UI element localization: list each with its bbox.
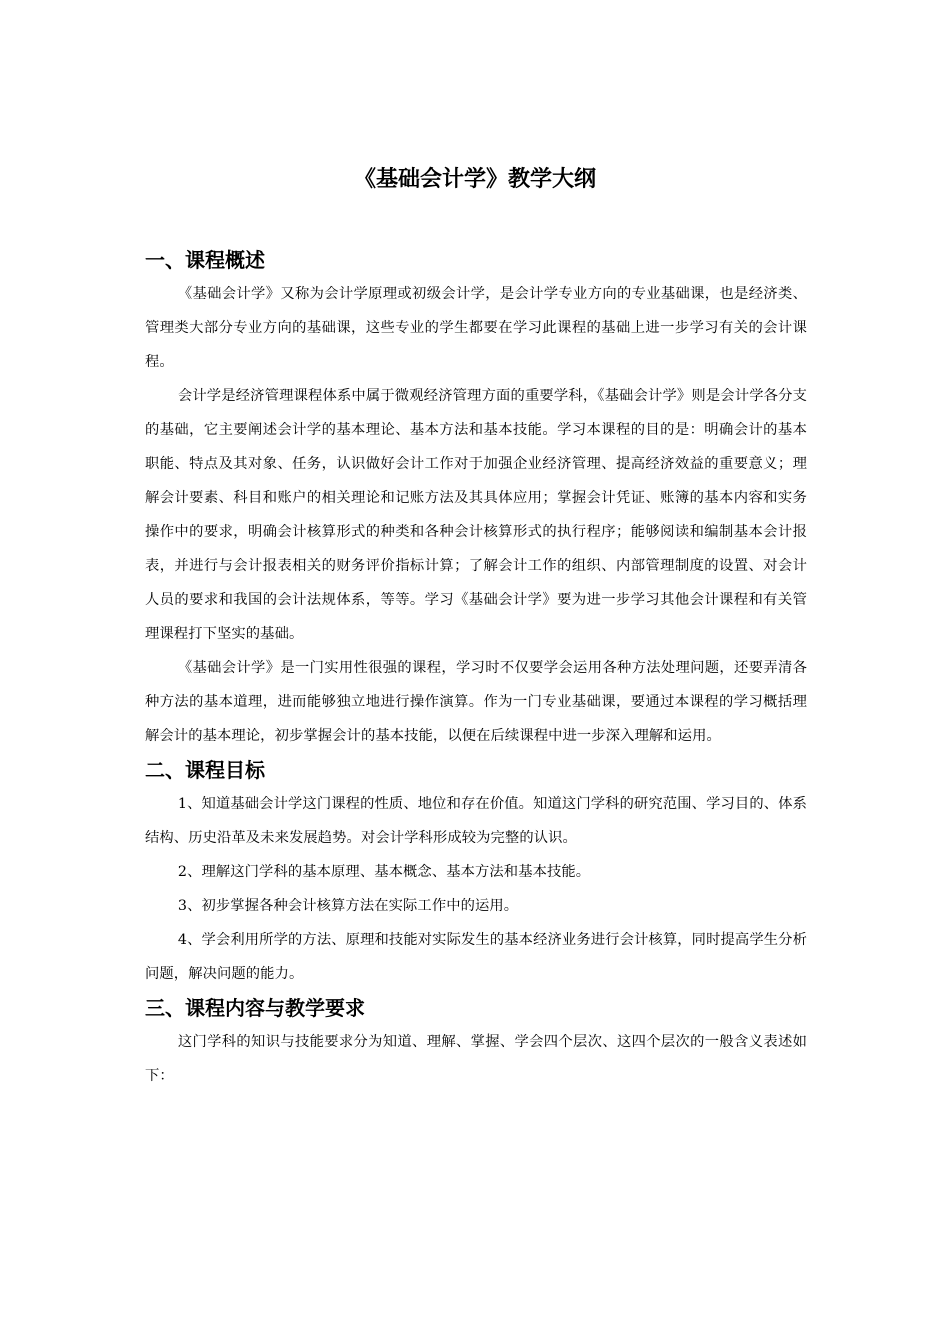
list-item: 3、初步掌握各种会计核算方法在实际工作中的运用。 <box>177 898 519 914</box>
paragraph: 《基础会计学》是一门实用性很强的课程，学习时不仅要学会运用各种方法处理问题，还要弄清各种方法的基本道理，进而能够独立地进行操作演算。作为一门专业基础课，要通过本课程的学习概括理解会计的基本理论，初步掌握会计的基本技能，以便在后续课程中进一步深入理解和运用。 <box>145 660 807 744</box>
document-title: 《基础会计学》教学大纲 <box>353 167 596 192</box>
list-item: 2、理解这门学科的基本原理、基本概念、基本方法和基本技能。 <box>177 864 591 880</box>
paragraph: 《基础会计学》又称为会计学原理或初级会计学，是会计学专业方向的专业基础课，也是经济类、管理类大部分专业方向的基础课，这些专业的学生都要在学习此课程的基础上进一步学习有关的会计课程。 <box>145 286 807 370</box>
list-item: 4、学会利用所学的方法、原理和技能对实际发生的基本经济业务进行会计核算，同时提高学生分析问题，解决问题的能力。 <box>145 932 807 982</box>
document-body <box>145 243 807 1093</box>
section-heading: 三、课程内容与教学要求 <box>145 996 365 1020</box>
section-heading: 二、课程目标 <box>145 758 265 782</box>
paragraph: 会计学是经济管理课程体系中属于微观经济管理方面的重要学科，《基础会计学》则是会计学各分支的基础，它主要阐述会计学的基本理论、基本方法和基本技能。学习本课程的目的是：明确会计的基本职能、特点及其对象、任务，认识做好会计工作对于加强企业经济管理、提高经济效益的重要意义；理解会计要素、科目和账户的相关理论和记账方法及其具体应用；掌握会计凭证、账簿的基本内容和实务操作中的要求，明确会计核算形式的种类和各种会计核算形式的执行程序；能够阅读和编制基本会计报表，并进行与会计报表相关的财务评价指标计算；了解会计工作的组织、内部管理制度的设置、对会计人员的要求和我国的会计法规体系，等等。学习《基础会计学》要为进一步学习其他会计课程和有关管理课程打下坚实的基础。 <box>145 388 807 642</box>
paragraph: 这门学科的知识与技能要求分为知道、理解、掌握、学会四个层次、这四个层次的一般含义表述如下： <box>145 1034 807 1084</box>
list-item: 1、知道基础会计学这门课程的性质、地位和存在价值。知道这门学科的研究范围、学习目的、体系结构、历史沿革及未来发展趋势。对会计学科形成较为完整的认识。 <box>145 796 807 846</box>
section-heading: 一、课程概述 <box>145 248 265 272</box>
section-objectives <box>145 753 807 991</box>
section-content-requirements <box>145 991 807 1093</box>
section-overview <box>145 243 807 753</box>
